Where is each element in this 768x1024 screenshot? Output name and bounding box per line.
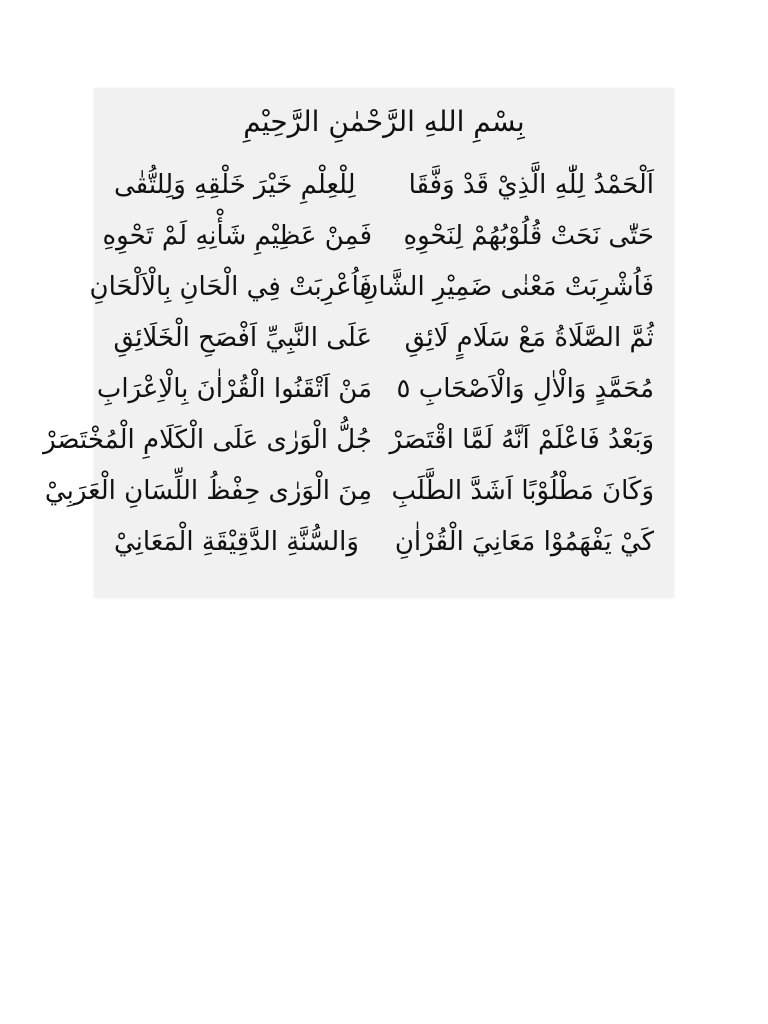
verse-second-half: مِنَ الْوَرٰى حِفْظُ اللِّسَانِ الْعَرَبِيْ [44, 475, 372, 506]
verse-first-half: ثُمَّ الصَّلَاةُ مَعْ سَلَامٍ لَائِقِ [404, 322, 654, 353]
verse-row [43, 415, 654, 466]
verse-second-half: مَنْ اَتْقَنُوا الْقُرْاٰنَ بِالْاِعْرَابِ [96, 373, 372, 404]
basmala-heading: بِسْمِ اللهِ الرَّحْمٰنِ الرَّحِيْمِ [243, 105, 525, 138]
verse-second-half: فَمِنْ عَظِيْمِ شَأْنِهِ لَمْ تَحْوِهِ [102, 220, 372, 251]
verse-row [44, 466, 654, 517]
scanned-text-image [43, 88, 674, 598]
verse-second-half: جُلُّ الْوَرٰى عَلَى الْكَلَامِ الْمُخْتَصَرْ [43, 424, 372, 455]
verse-second-half: عَلَى النَّبِيِّ اَفْصَحِ الْخَلَائِقِ [113, 322, 372, 353]
verse-first-half: مُحَمَّدٍ وَالْاٰلِ وَالْاَصْحَابِ ٥ [396, 373, 654, 404]
verse-first-half: وَبَعْدُ فَاعْلَمْ اَنَّهُ لَمَّا اقْتَصَرْ [389, 424, 654, 455]
verse-second-half: وَالسُّنَّةِ الدَّقِيْقَةِ الْمَعَانِيْ [114, 526, 359, 557]
verse-first-half: كَيْ يَفْهَمُوْا مَعَانِيَ الْقُرْاٰنِ [394, 526, 654, 557]
verse-first-half: اَلْحَمْدُ لِلّٰهِ الَّذِيْ قَدْ وَفَّقَا [408, 169, 654, 200]
verse-first-half: فَاُشْرِبَتْ مَعْنٰى ضَمِيْرِ الشَّانِ [359, 271, 654, 302]
verse-row [96, 364, 654, 415]
verse-row [114, 517, 654, 568]
verse-second-half: لِلْعِلْمِ خَيْرَ خَلْقِهِ وَلِلتُّقٰى [114, 169, 356, 200]
verse-list [43, 160, 654, 568]
verse-first-half: وَكَانَ مَطْلُوْبًا اَشَدَّ الطَّلَبِ [391, 475, 654, 506]
verse-row [114, 313, 654, 364]
verse-row [102, 211, 654, 262]
verse-row [114, 160, 654, 211]
verse-row [89, 262, 654, 313]
verse-second-half: فَاُعْرِبَتْ فِي الْحَانِ بِالْاَلْحَانِ [89, 271, 372, 302]
verse-first-half: حَتّٰى نَحَتْ قُلُوْبُهُمْ لِنَحْوِهِ [403, 220, 654, 251]
